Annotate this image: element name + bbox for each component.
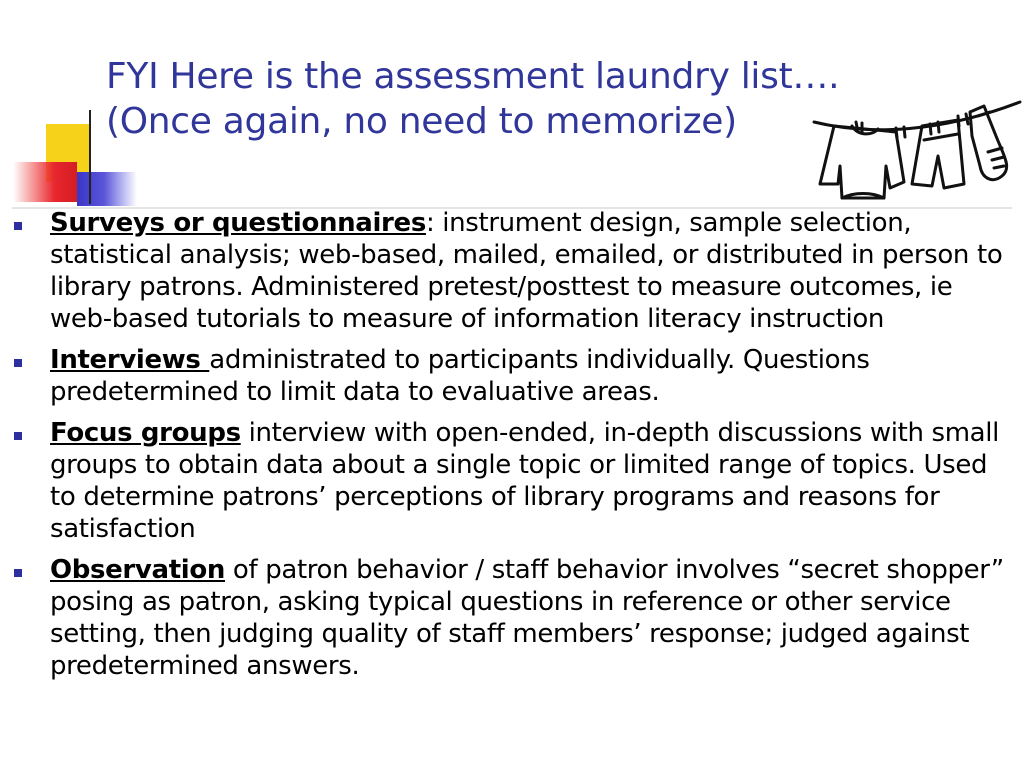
bullet-text: interview with open-ended, in-depth discussions with small groups to obtain data about a single topic or limited range of topics. Used to determine patrons’ perceptions of library programs and reasons for satisfaction [50,418,1000,544]
bullet-square-icon [14,432,22,440]
bullet-term: Interviews [50,345,210,375]
bullet-interviews [14,344,1014,408]
bullet-square-icon [14,569,22,577]
bullet-text: : instrument design, sample selection, statistical analysis; web-based, mailed, emailed, or distributed in person to library patrons. Administered pretest/posttest to measure outcomes, ie web-based tutorials to measure of information literacy instruction [50,208,1003,334]
bullet-text: of patron behavior / staff behavior involves “secret shopper” posing as patron, asking typical questions in reference or other service setting, then judging quality of staff members’ response; judged against predetermined answers. [50,555,1004,681]
slide-title [106,54,866,144]
bullet-term: Observation [50,555,226,585]
bullet-term: Focus groups [50,418,241,448]
decorative-vertical-line [89,110,91,204]
bullet-square-icon [14,359,22,367]
bullet-text: administrated to participants individually. Questions predetermined to limit data to evaluative areas. [50,345,870,407]
bullet-list [14,207,1014,691]
bullet-observation [14,554,1014,682]
bullet-surveys [14,207,1014,335]
bullet-focus-groups [14,417,1014,545]
decorative-blue-block [77,172,137,206]
bullet-square-icon [14,222,22,230]
laundry-clothesline-icon [812,96,1024,206]
bullet-term: Surveys or questionnaires [50,208,426,238]
slide-title-line1: FYI Here is the assessment laundry list…. [106,56,840,97]
slide-title-line2: (Once again, no need to memorize) [106,101,737,142]
decorative-red-block [13,162,77,202]
